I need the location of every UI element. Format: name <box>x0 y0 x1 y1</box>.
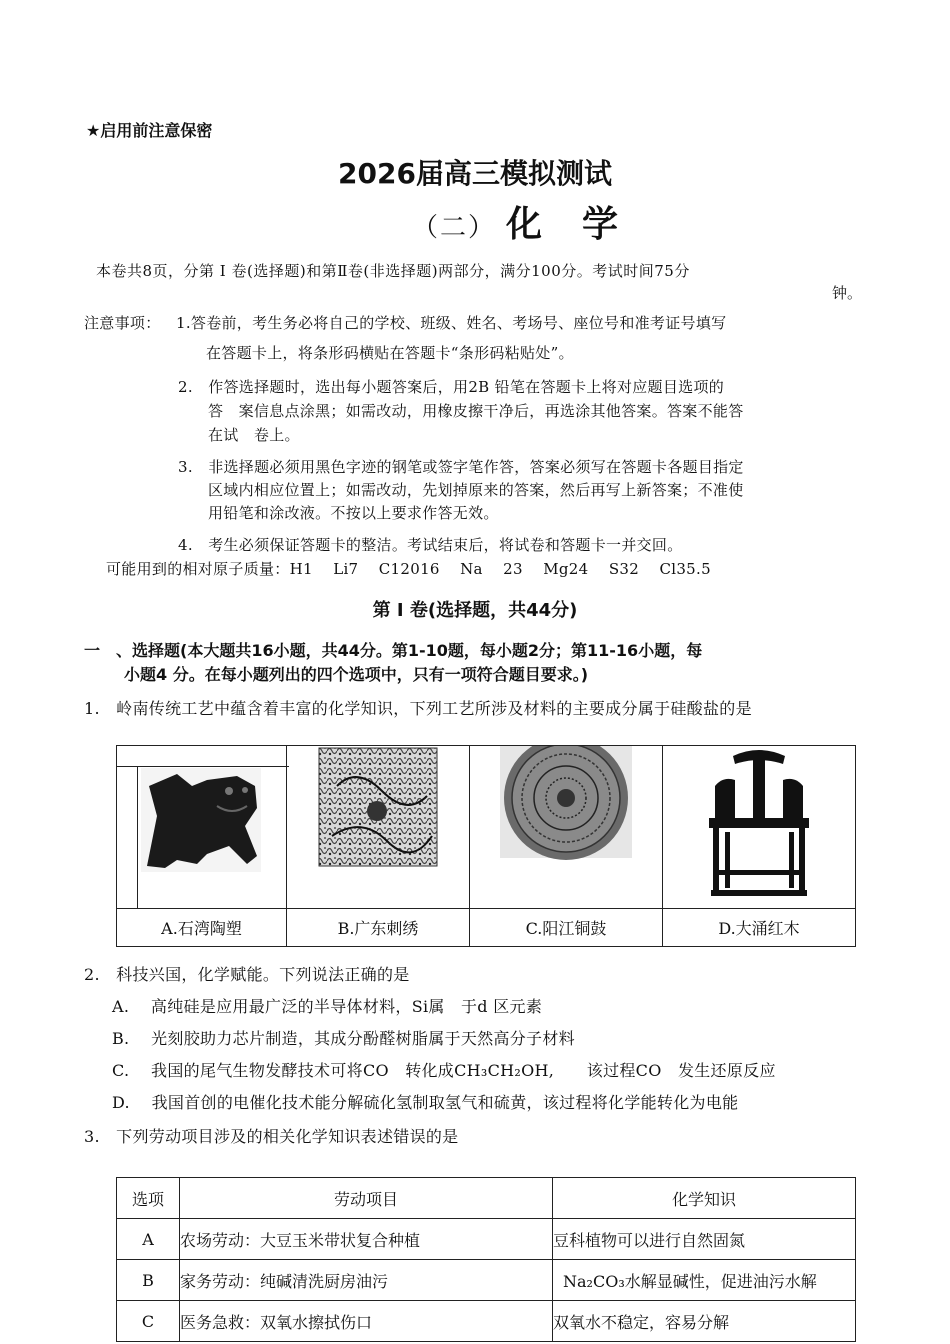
bronze-drum-icon <box>470 746 662 908</box>
note-1-line-2: 在答题卡上，将条形码横贴在答题卡“条形码粘贴处”。 <box>206 344 574 362</box>
q1-image-cell-c <box>470 746 663 909</box>
q1-image-a <box>117 746 286 908</box>
intro-line-1: 本卷共8页，分第 Ⅰ 卷(选择题)和第Ⅱ卷(非选择题)两部分，满分100分。考试时间75分 <box>96 262 690 280</box>
q1-stem: 1. 岭南传统工艺中蕴含着丰富的化学知识，下列工艺所涉及材料的主要成分属于硅酸盐的是 <box>84 699 752 718</box>
section-1-title: 第 Ⅰ 卷(选择题，共44分) <box>372 600 578 621</box>
atomic-mass-line: 可能用到的相对原子质量：H1 Li7 C12016 Na 23 Mg24 S32 Cl35.5 <box>106 560 711 578</box>
q3-row-c-labor: 医务急救：双氧水擦拭伤口 <box>180 1301 553 1342</box>
chair-icon <box>663 746 855 908</box>
ceramic-figure-icon <box>117 746 289 908</box>
exam-title: 2026届高三模拟测试 <box>338 157 612 190</box>
q1-image-d <box>663 746 855 908</box>
q3-header-labor: 劳动项目 <box>180 1178 553 1219</box>
q1-image-b <box>287 746 469 908</box>
q2-stem: 2. 科技兴国，化学赋能。下列说法正确的是 <box>84 965 410 984</box>
q3-row-b-labor: 家务劳动：纯碱清洗厨房油污 <box>180 1260 553 1301</box>
section-1-instruction-2: 小题4 分。在每小题列出的四个选项中，只有一项符合题目要求。) <box>124 665 589 684</box>
q1-option-c: C.阳江铜鼓 <box>470 909 663 947</box>
q3-header-knowledge: 化学知识 <box>553 1178 856 1219</box>
intro-line-2: 钟。 <box>832 284 863 302</box>
q2-option-b: B. 光刻胶助力芯片制造，其成分酚醛树脂属于天然高分子材料 <box>112 1029 575 1048</box>
q1-image-c <box>470 746 662 908</box>
note-2-line-1: 2. 作答选择题时，选出每小题答案后，用2B 铅笔在答题卡上将对应题目选项的 <box>178 378 725 396</box>
note-2-line-2: 答 案信息点涂黑；如需改动，用橡皮擦干净后，再选涂其他答案。答案不能答 <box>208 402 744 420</box>
q1-option-d: D.大涌红木 <box>663 909 856 947</box>
note-3-line-3: 用铅笔和涂改液。不按以上要求作答无效。 <box>208 504 499 522</box>
note-3-line-2: 区域内相应位置上；如需改动，先划掉原来的答案，然后再写上新答案；不准使 <box>208 481 744 499</box>
q3-row-c-option: C <box>117 1301 180 1342</box>
confidential-label: ★启用前注意保密 <box>86 121 213 140</box>
q3-row-a-option: A <box>117 1219 180 1260</box>
paper-number: （二） <box>412 213 497 243</box>
q3-row-b-knowledge: Na₂CO₃水解显碱性，促进油污水解 <box>553 1260 856 1301</box>
section-1-instruction-1: 一 、选择题(本大题共16小题，共44分。第1-10题，每小题2分；第11-16小题，每 <box>84 641 703 660</box>
note-4-line-1: 4. 考生必须保证答题卡的整洁。考试结束后，将试卷和答题卡一并交回。 <box>178 536 683 554</box>
q3-stem: 3. 下列劳动项目涉及的相关化学知识表述错误的是 <box>84 1127 459 1146</box>
q1-image-cell-b <box>287 746 470 909</box>
q1-option-a: A.石湾陶塑 <box>117 909 287 947</box>
q3-row-b-option: B <box>117 1260 180 1301</box>
q2-option-d: D. 我国首创的电催化技术能分解硫化氢制取氢气和硫黄，该过程将化学能转化为电能 <box>112 1093 739 1112</box>
q3-table <box>116 1177 856 1342</box>
note-2-line-3: 在试 卷上。 <box>208 426 300 444</box>
embroidery-icon <box>287 746 469 908</box>
q2-option-a: A. 高纯硅是应用最广泛的半导体材料，Si属 于d 区元素 <box>112 997 543 1016</box>
subject-title <box>412 196 620 247</box>
q3-header-option: 选项 <box>117 1178 180 1219</box>
subject-name: 化 学 <box>506 204 621 245</box>
q3-row-a-labor: 农场劳动：大豆玉米带状复合种植 <box>180 1219 553 1260</box>
q1-image-cell-d <box>663 746 856 909</box>
q2-option-c: C. 我国的尾气生物发酵技术可将CO 转化成CH₃CH₂OH, 该过程CO 发生还原反应 <box>112 1061 776 1080</box>
notes-label: 注意事项： <box>84 314 161 332</box>
q1-option-b: B.广东刺绣 <box>287 909 470 947</box>
q1-image-cell-a <box>117 746 287 909</box>
note-3-line-1: 3. 非选择题必须用黑色字迹的钢笔或签字笔作答，答案必须写在答题卡各题目指定 <box>178 458 744 476</box>
q3-row-c-knowledge: 双氧水不稳定，容易分解 <box>553 1301 856 1342</box>
q3-row-a-knowledge: 豆科植物可以进行自然固氮 <box>553 1219 856 1260</box>
q1-options-table <box>116 745 856 947</box>
note-1-line-1: 1.答卷前，考生务必将自己的学校、班级、姓名、考场号、座位号和准考证号填写 <box>176 314 727 332</box>
